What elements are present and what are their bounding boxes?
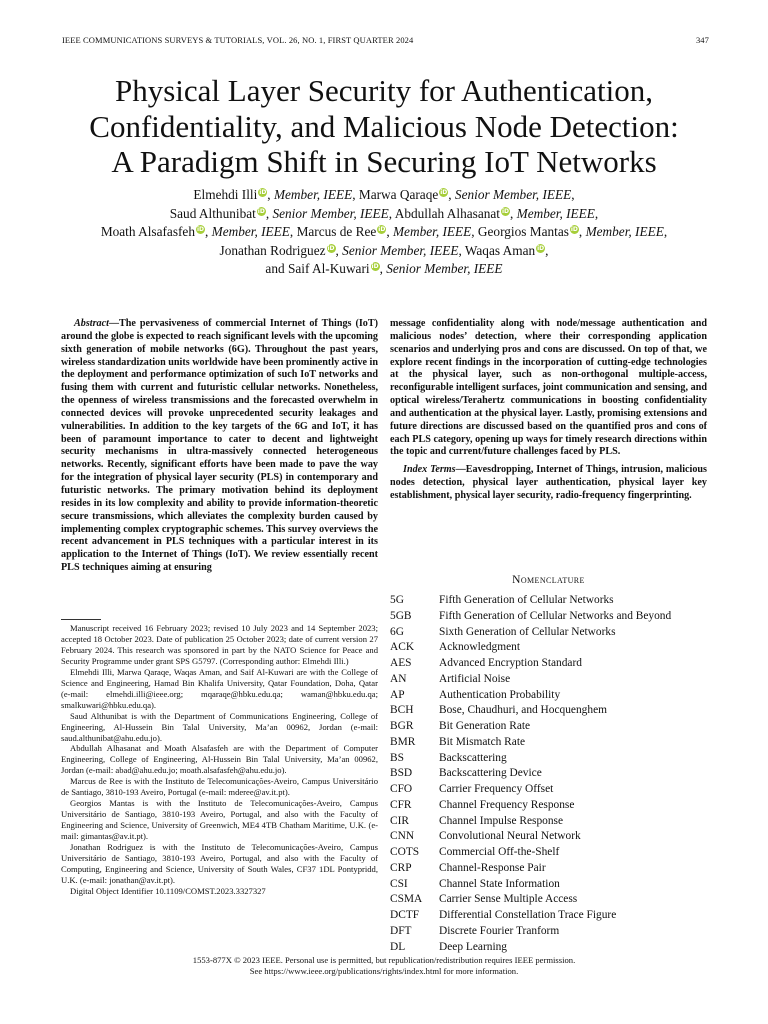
footnote: Abdullah Alhasanat and Moath Alsafasfeh are with the Department of Computer Engineering, College of Engineering, Al-Hussein Bin Talal University, Ma’an 00962, Jordan (e-mail: abad@ahu.edu.jo; moath.alsafasfeh@ahu.edu.jo).	[61, 743, 378, 776]
orcid-icon[interactable]: iD	[371, 263, 379, 271]
nomenclature-abbr: BCH	[390, 704, 414, 717]
nomenclature-definition: Deep Learning	[439, 940, 507, 953]
author-separator: ,	[545, 242, 549, 258]
orcid-icon[interactable]: iD	[440, 189, 448, 196]
nomenclature-row	[390, 829, 707, 845]
orcid-icon[interactable]: iD	[257, 207, 265, 215]
nomenclature-abbr: ACK	[390, 641, 415, 654]
author-separator: ,	[335, 242, 343, 258]
footnote: Jonathan Rodriguez is with the Instituto de Telecomunicações-Aveiro, Campus Universitário de Santiago, 3810-193 Aveiro, Portugal, and also with the Faculty of Computing, Engineering and Science, University of South Wales, CF37 1DL Pontypridd, U.K. (e-mail: jonathan@av.it.pt).	[61, 842, 378, 885]
nomenclature-row	[390, 640, 707, 656]
nomenclature-definition: Carrier Sense Multiple Access	[439, 893, 578, 906]
nomenclature-definition: Advanced Encryption Standard	[439, 657, 582, 669]
permissions-line[interactable]: See https://www.ieee.org/publications/rights/index.html for more information.	[249, 966, 519, 977]
author-separator: ,	[571, 187, 575, 202]
abstract-continued: message confidentiality along with node/message authentication and malicious nodes’ detection, where their corresponding application scenarios and underlying pros and cons are discussed. On top of that, we explore recent findings in the incorporation of cutting-edge technologies at the physical layer, such as non-orthogonal multiple-access, reconfigurable intelligent surfaces, joint communication and sensing, and optical wireless/Terahertz communications in boosting confidentiality and authentication at the physical layer. Lastly, promising extensions and future directions are discussed based on the quantified pros and cons of each PLS category, opening up ways for timely research directions within the topic and current/future challenges faced by PLS.	[390, 318, 707, 458]
nomenclature-definition: Sixth Generation of Cellular Networks	[439, 625, 616, 638]
copyright-footer	[60, 955, 708, 978]
author-role: Senior Member, IEEE	[386, 261, 503, 277]
nomenclature-definition: Acknowledgment	[439, 641, 520, 654]
index-terms	[390, 464, 707, 503]
nomenclature-abbr: AES	[390, 657, 412, 669]
nomenclature-abbr: 6G	[390, 625, 404, 638]
nomenclature-definition: Bit Generation Rate	[439, 720, 531, 732]
nomenclature-row	[390, 861, 707, 877]
nomenclature-definition: Bit Mismatch Rate	[439, 735, 526, 748]
nomenclature-definition: Discrete Fourier Tranform	[439, 924, 560, 937]
title-line: A Paradigm Shift in Securing IoT Networks	[111, 144, 657, 179]
nomenclature-row	[390, 892, 707, 908]
author-role: Member, IEEE	[516, 205, 595, 221]
author-name: Waqas Aman	[464, 242, 536, 258]
author-role: Senior Member, IEEE	[272, 205, 389, 221]
nomenclature-definition: Backscattering Device	[439, 767, 542, 780]
nomenclature-row	[390, 877, 707, 893]
nomenclature-row	[390, 656, 707, 672]
nomenclature-row	[390, 782, 707, 798]
journal-name: IEEE COMMUNICATIONS SURVEYS & TUTORIALS, VOL. 26, NO. 1, FIRST QUARTER 2024	[62, 35, 414, 45]
nomenclature-definition: Carrier Frequency Offset	[439, 783, 554, 795]
author-name: Marwa Qaraqe	[358, 187, 439, 202]
author-separator: ,	[386, 224, 393, 240]
nomenclature-definition: Convolutional Neural Network	[439, 830, 581, 843]
nomenclature-row	[390, 751, 707, 767]
footnote: Elmehdi Illi, Marwa Qaraqe, Waqas Aman, and Saif Al-Kuwari are with the College of Science and Engineering, Hamad Bin Khalifa University, Qatar Foundation, Doha, Qatar (e-mail: elmehdi.illi@ieee.org; mqaraqe@hbku.edu.qa; waman@hbku.edu.qa; smalkuwari@hbku.edu.qa).	[61, 666, 378, 710]
footnote-rule	[61, 619, 101, 620]
nomenclature-definition: Channel State Information	[439, 877, 560, 890]
author-separator: ,	[265, 205, 273, 221]
nomenclature-abbr: CSMA	[390, 893, 423, 906]
footnote: Marcus de Ree is with the Instituto de Telecomunicações-Aveiro, Campus Universitário de Santiago, 3810-193 Aveiro, Portugal (e-mail: mderee@av.it.pt).	[61, 776, 378, 798]
nomenclature-definition: Channel Impulse Response	[439, 814, 564, 827]
nomenclature-list	[390, 593, 707, 955]
nomenclature-abbr: CFO	[390, 783, 413, 795]
nomenclature-row	[390, 735, 707, 751]
author-line: Moath Alsafasfeh iD, Member, IEEE, Marcus de Ree iD, Member, IEEE, Georgios Mantas iD, Member, IEEE,	[100, 224, 668, 240]
copyright-line: 1553-877X © 2023 IEEE. Personal use is permitted, but republication/redistribution requires IEEE permission.	[192, 955, 576, 965]
nomenclature-row	[390, 609, 707, 625]
nomenclature-definition: Channel Frequency Response	[439, 798, 575, 811]
author-list	[40, 186, 728, 279]
title-line: Physical Layer Security for Authentication,	[114, 73, 654, 108]
author-name: Saud Althunibat	[169, 205, 256, 221]
nomenclature-abbr: 5G	[390, 594, 404, 606]
author-name: Jonathan Rodriguez	[219, 242, 326, 258]
author-separator: ,	[204, 224, 212, 240]
nomenclature-abbr: DFT	[390, 924, 412, 937]
author-name: Elmehdi Illi	[193, 187, 258, 202]
nomenclature-heading: Nomenclature	[512, 574, 585, 586]
nomenclature-abbr: CRP	[390, 861, 412, 874]
nomenclature-row	[390, 688, 707, 704]
footnote: Georgios Mantas is with the Instituto de Telecomunicações-Aveiro, Campus Universitário de Santiago, 3810-193 Aveiro, Portugal, and also with the Faculty of Engineering and Science, University of Greenwich, ME4 4TB Chatham Maritime, U.K. (e-mail: gimantas@av.it.pt).	[61, 798, 378, 842]
nomenclature-abbr: BSD	[390, 767, 413, 780]
nomenclature-definition: Fifth Generation of Cellular Networks and Beyond	[439, 609, 672, 622]
author-role: Member, IEEE	[273, 187, 353, 202]
nomenclature-abbr: AP	[390, 688, 405, 701]
abstract	[61, 318, 378, 575]
author-name: Georgios Mantas	[477, 224, 569, 240]
index-terms-label: Index Terms	[403, 464, 456, 476]
nomenclature-definition: Artificial Noise	[439, 672, 511, 685]
page-number: 347	[695, 35, 709, 45]
nomenclature-row	[390, 593, 707, 609]
nomenclature-row	[390, 908, 707, 924]
doi-line[interactable]: Digital Object Identifier 10.1109/COMST.2023.3327327	[70, 885, 266, 896]
nomenclature-abbr: CSI	[390, 877, 408, 890]
orcid-icon[interactable]: iD	[196, 226, 204, 234]
nomenclature-row	[390, 845, 707, 861]
nomenclature-definition: Differential Constellation Trace Figure	[439, 909, 617, 921]
nomenclature-row	[390, 924, 707, 940]
nomenclature-abbr: AN	[390, 672, 407, 685]
orcid-icon[interactable]: iD	[570, 226, 578, 234]
nomenclature-definition: Backscattering	[439, 751, 507, 764]
nomenclature-row	[390, 625, 707, 641]
nomenclature-row	[390, 940, 707, 956]
right-column	[390, 318, 707, 503]
running-header	[62, 35, 709, 49]
nomenclature-abbr: COTS	[390, 846, 420, 858]
nomenclature-abbr: DCTF	[390, 909, 420, 921]
nomenclature-abbr: BMR	[390, 735, 416, 748]
author-separator: ,	[663, 224, 668, 240]
paper-title	[40, 73, 728, 180]
author-line: Jonathan Rodriguez iD, Senior Member, IEEE, Waqas Aman iD,	[219, 242, 549, 258]
and-word: and	[265, 261, 285, 277]
nomenclature-abbr: CIR	[390, 814, 409, 827]
author-name: Moath Alsafasfeh	[100, 224, 195, 240]
nomenclature-abbr: CFR	[390, 798, 412, 811]
nomenclature-definition: Channel-Response Pair	[439, 861, 546, 874]
nomenclature-definition: Fifth Generation of Cellular Networks	[439, 594, 614, 606]
nomenclature-definition: Commercial Off-the-Shelf	[439, 846, 560, 858]
author-separator: ,	[267, 187, 274, 202]
author-line: and Saif Al-Kuwari iD, Senior Member, IEEE	[265, 261, 503, 277]
abstract-text: The pervasiveness of commercial Internet of Things (IoT) around the globe is expected to reach significant levels with the upcoming sixth generation of mobile networks (6G). Throughout the past years, wireless standardization units worldwide have been prominently active in the deployment and performance optimization of such IoT networks and fusing them with current and futuristic cellular networks. Nonetheless, the openness of wireless transmissions and the forecasted overwhelm in connected devices will provoke unprecedented security leakages and vulnerabilities. In addition to the key targets of the 6G and IoT, it has been of paramount importance to cater to decent and lightweight security mechanisms in ultra-massively connected heterogeneous networks. Recently, significant efforts have been made to pave the way for the integration of physical layer security (PLS) in contemporary and futuristic networks. The primary motivation behind its deployment resides in its low complexity and ability to provide information-theoretic secure transmissions, which alleviates the complexity burden caused by implementing complex cryptographic schemes. This survey overviews the recent advancement in PLS techniques with a particular interest in its application to the Internet of Things (IoT). We review essentially recent PLS techniques aiming at ensuring	[61, 318, 378, 574]
footnote: Manuscript received 16 February 2023; revised 10 July 2023 and 14 September 2023; accepted 18 October 2023. Date of publication 25 October 2023; date of current version 27 February 2024. This research was sponsored in part by the NATO Science for Peace and Security Programme under grant SPS G5797. (Corresponding author: Elmehdi Illi.)	[61, 623, 378, 666]
nomenclature-row	[390, 798, 707, 814]
orcid-icon[interactable]: iD	[327, 244, 335, 252]
left-column	[61, 318, 378, 575]
author-role: Member, IEEE	[585, 224, 664, 240]
index-terms-text: Eavesdropping, Internet of Things, intrusion, malicious nodes detection, physical layer authentication, physical layer key establishment, physical layer security, radio-frequency fingerprinting.	[390, 464, 707, 501]
title-line: Confidentiality, and Malicious Node Detection:	[89, 108, 679, 144]
nomenclature-abbr: CNN	[390, 830, 415, 843]
author-line: Saud Althunibat iD, Senior Member, IEEE, Abdullah Alhasanat iD, Member, IEEE,	[169, 205, 599, 221]
author-line: Elmehdi Illi iD, Member, IEEE, Marwa Qaraqe iD, Senior Member, IEEE,	[193, 187, 575, 202]
footnote: Saud Althunibat is with the Department of Communications Engineering, College of Engineering, Al-Hussein Bin Talal University, Ma’an 00962, Jordan (e-mail: saud.althunibat@ahu.edu.jo).	[61, 710, 378, 743]
author-name: Marcus de Ree	[296, 224, 377, 240]
footnotes	[61, 623, 378, 897]
nomenclature-definition: Authentication Probability	[439, 688, 561, 701]
nomenclature-row	[390, 814, 707, 830]
author-role: Member, IEEE	[211, 224, 290, 240]
author-role: Senior Member, IEEE	[342, 242, 459, 258]
nomenclature-row	[390, 719, 707, 735]
nomenclature-abbr: DL	[390, 940, 406, 953]
orcid-icon[interactable]: iD	[537, 244, 545, 252]
orcid-icon[interactable]: iD	[501, 207, 509, 215]
abstract-dash: —	[108, 318, 120, 329]
nomenclature-abbr: BS	[390, 751, 404, 764]
nomenclature-row	[390, 703, 707, 719]
abstract-label: Abstract	[74, 318, 109, 329]
orcid-icon[interactable]: iD	[378, 226, 386, 234]
nomenclature-row	[390, 766, 707, 782]
nomenclature-row	[390, 672, 707, 688]
author-separator: ,	[594, 205, 599, 221]
nomenclature-abbr: 5GB	[390, 609, 412, 622]
author-role: Member, IEEE	[392, 224, 472, 240]
author-role: Senior Member, IEEE	[454, 187, 572, 202]
nomenclature-definition: Bose, Chaudhuri, and Hocquenghem	[439, 704, 607, 717]
author-name: Saif Al-Kuwari	[287, 261, 370, 277]
index-terms-dash: —	[455, 464, 466, 476]
author-name: Abdullah Alhasanat	[394, 205, 500, 221]
orcid-icon[interactable]: iD	[259, 189, 267, 196]
nomenclature-abbr: BGR	[390, 720, 414, 732]
